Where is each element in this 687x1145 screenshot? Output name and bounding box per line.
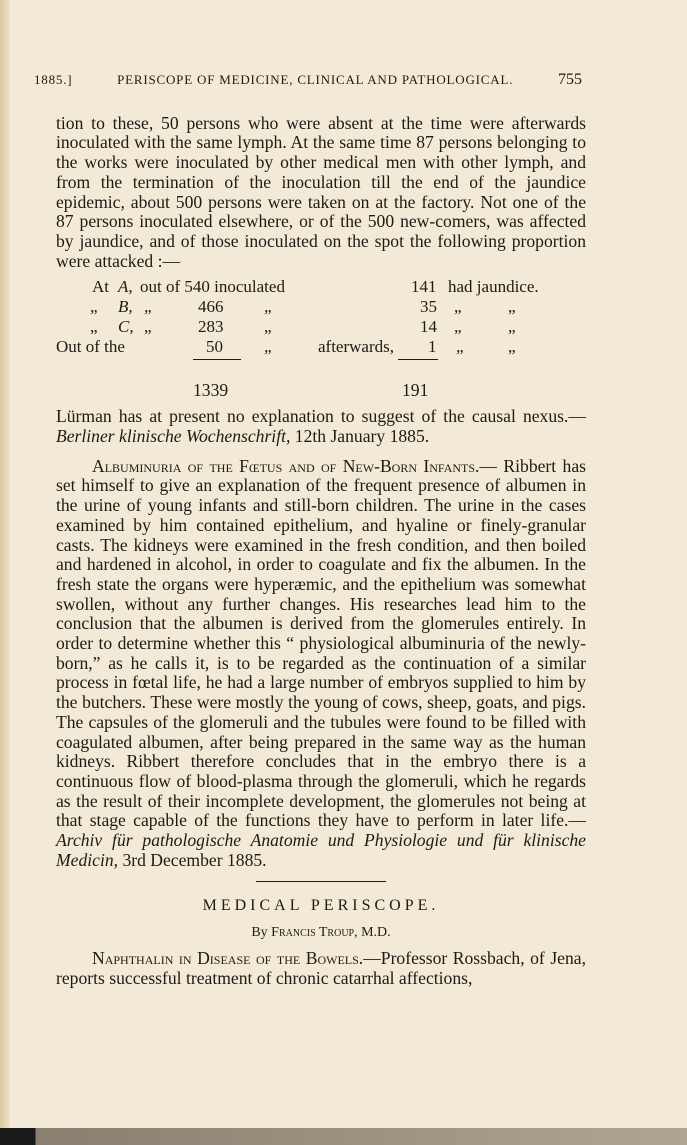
stats-extra: afterwards, xyxy=(318,337,394,357)
citation-date: 3rd December 1885. xyxy=(118,849,267,870)
citation-berliner: Berliner klinische Wochenschrift, xyxy=(56,426,291,447)
stats-count: 1 xyxy=(428,337,437,357)
stats-ditto: „ xyxy=(454,317,462,337)
header-title: PERISCOPE OF MEDICINE, CLINICAL AND PATHOLOGICAL. xyxy=(117,72,514,87)
paragraph-lurman xyxy=(56,407,586,446)
stats-label: B, xyxy=(118,297,133,317)
stats-row-out-of xyxy=(56,337,586,357)
stats-ditto: „ xyxy=(264,337,272,357)
stats-count: 141 xyxy=(411,277,437,297)
stats-ditto: „ xyxy=(508,297,516,317)
stats-prefix: Out of the xyxy=(56,337,125,357)
heading-naphthalin: Naphthalin in Disease of the Bowels. xyxy=(92,947,364,968)
running-header xyxy=(34,70,582,90)
paragraph-albuminuria xyxy=(56,457,586,871)
stats-prefix: At xyxy=(92,277,109,297)
paragraph-naphthalin xyxy=(56,949,586,988)
stats-ditto: „ xyxy=(508,337,516,357)
stats-count: 35 xyxy=(420,297,437,317)
stats-prefix: „ xyxy=(90,297,98,317)
stats-row-c xyxy=(56,317,586,337)
stats-ditto: „ xyxy=(456,337,464,357)
book-spine-shadow xyxy=(0,0,10,1145)
stats-mid: out of 540 inoculated xyxy=(140,277,285,297)
heading-albuminuria: Albuminuria of the Fœtus and of New-Born Infants.— xyxy=(92,455,498,476)
paragraph-jaundice-intro: tion to these, 50 persons who were absent at the time were afterwards inoculated with the same lymph. At the same time 87 persons belonging to the works were inoculated by other medical men with other lymph, and from the termination of the inoculation till the end of the jaundice epidemic, about 500 persons were taken on at the factory. Not one of the 87 persons inoculated elsewhere, or of the 500 new-comers, was affected by jaundice, and of those inoculated on the spot the following proportion were attacked :— xyxy=(56,112,586,271)
stats-ditto: „ xyxy=(454,297,462,317)
stats-row-b xyxy=(56,297,586,317)
stats-mid: „ xyxy=(144,297,152,317)
stats-value: 466 xyxy=(198,297,224,317)
section-title: MEDICAL PERISCOPE. xyxy=(202,896,440,914)
total-jaundice: 191 xyxy=(402,380,429,401)
citation-archiv: Archiv für pathologische Anatomie und Physiologie und für klinische Medicin, xyxy=(56,830,586,870)
total-rule-left xyxy=(193,359,241,360)
jaundice-statistics-table xyxy=(56,275,586,373)
stats-value: 283 xyxy=(198,317,224,337)
stats-ditto: „ xyxy=(264,297,272,317)
total-rule-right xyxy=(398,359,438,360)
section-divider xyxy=(256,881,386,882)
paragraph-albuminuria-text: Ribbert has set himself to give an explanation of the frequent presence of albumen in the urine of young infants and still-born children. The urine in the cases examined by him contained epithelium, and hyaline or finely-granular casts. The kidneys were examined in the fresh condition, and then boiled and hardened in alcohol, in order to coagulate and fix the albumen. In the fresh state the organs were hyperæmic, and the epithelium was somewhat swollen, without any further changes. His researches lead him to the conclusion that the albumen is derived from the glomerules entirely. In order to determine whether this “ physiological albuminuria of the newly-born,” as he calls it, is to be regarded as the continuation of a similar process in fœtal life, he had a large number of embryos supplied to him by the butchers. These were mostly the young of cows, sheep, goats, and pigs. The capsules of the glomeruli and the tubules were found to be filled with coagulated albumen, after being prepared in the same way as the human kidneys. Ribbert therefore concludes that in the embryo there is a continuous flow of blood-plasma through the glomeruli, which he regards as the result of their incomplete development, the glomerules not being at that stage capable of the functions they have to perform in later life.— xyxy=(56,455,587,831)
page-number: 755 xyxy=(557,71,582,88)
byline-prefix: By xyxy=(251,925,268,941)
stats-mid: „ xyxy=(144,317,152,337)
byline xyxy=(56,923,586,943)
header-year: 1885.] xyxy=(34,72,73,87)
citation-date: 12th January 1885. xyxy=(290,426,430,447)
paragraph-naphthalin-text: —Professor Rossbach, of Jena, reports successful treatment of chronic catarrhal affections, xyxy=(56,947,586,988)
stats-ditto: „ xyxy=(508,317,516,337)
page-bottom-edge xyxy=(0,1128,687,1145)
stats-label: A, xyxy=(118,277,133,297)
stats-suffix: had jaundice. xyxy=(448,277,539,297)
paragraph-lurman-text: Lürman has at present no explanation to suggest of the causal nexus.— xyxy=(56,406,586,427)
stats-count: 14 xyxy=(420,317,437,337)
byline-author: Francis Troup, M.D. xyxy=(271,925,391,941)
total-inoculated: 1339 xyxy=(193,380,229,401)
page-body xyxy=(34,70,587,988)
stats-row-a xyxy=(56,277,586,297)
stats-prefix: „ xyxy=(90,317,98,337)
stats-ditto: „ xyxy=(264,317,272,337)
stats-totals xyxy=(56,381,586,403)
stats-value: 50 xyxy=(206,337,223,357)
stats-label: C, xyxy=(118,317,134,337)
